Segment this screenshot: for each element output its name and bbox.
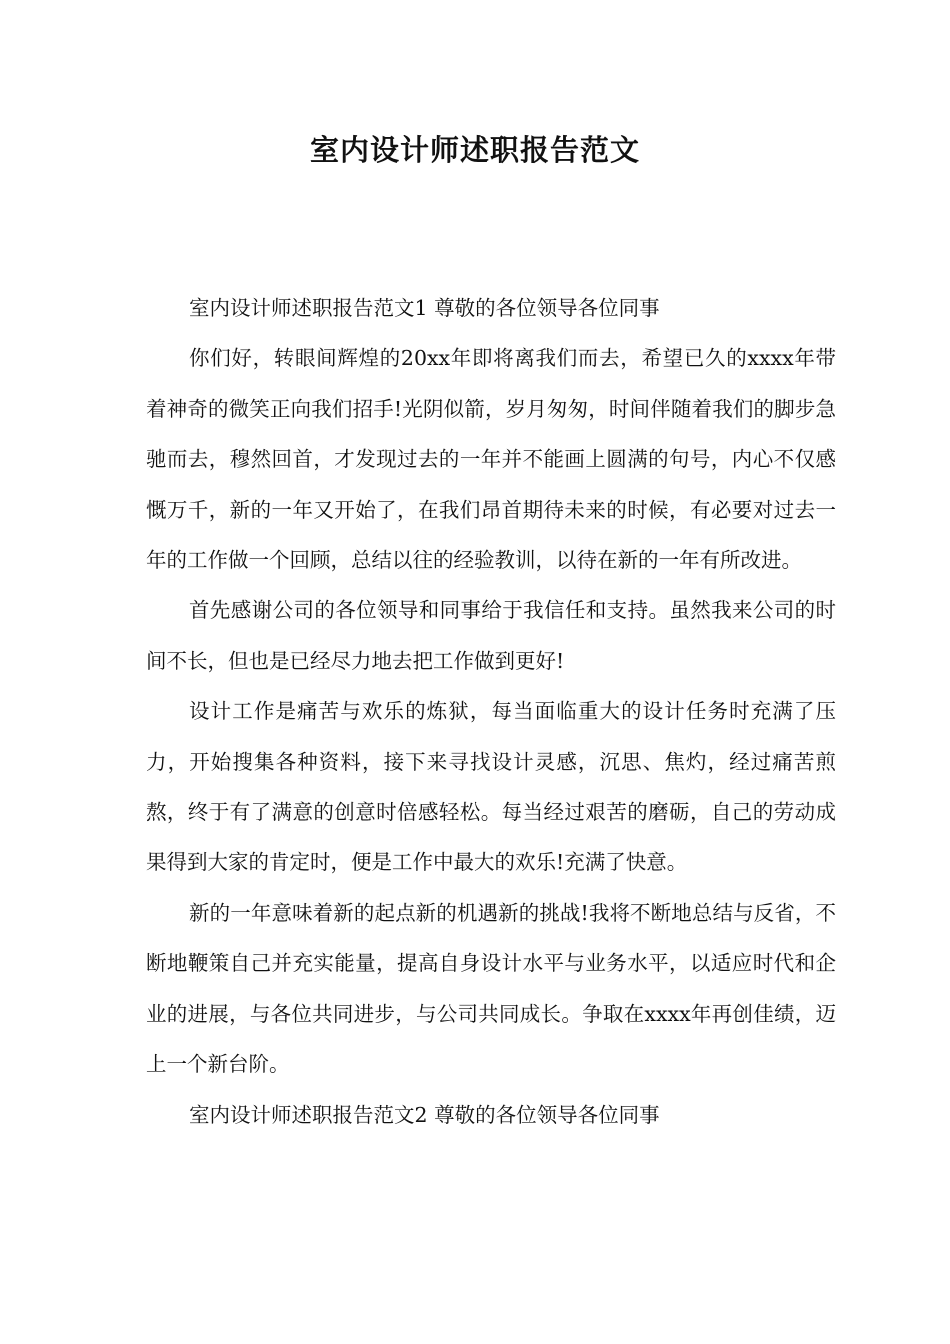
paragraph-thanks: 首先感谢公司的各位领导和同事给于我信任和支持。虽然我来公司的时间不长，但也是已经尽力地去把工作做到更好! — [146, 598, 836, 673]
paragraph-new-year: 新的一年意味着新的起点新的机遇新的挑战!我将不断地总结与反省，不断地鞭策自己并充实能量，提高自身设计水平与业务水平，以适应时代和企业的进展，与各位共同进步，与公司共同成长。争取在xxxx年再创佳绩，迈上一个新台阶。 — [146, 900, 836, 1077]
paragraph-design-work: 设计工作是痛苦与欢乐的炼狱，每当面临重大的设计任务时充满了压力，开始搜集各种资料，接下来寻找设计灵感，沉思、焦灼，经过痛苦煎熬，终于有了满意的创意时倍感轻松。每当经过艰苦的磨砺，自己的劳动成果得到大家的肯定时，便是工作中最大的欢乐!充满了快意。 — [146, 699, 836, 875]
paragraph-greeting: 你们好，转眼间辉煌的20xx年即将离我们而去，希望已久的xxxx年带着神奇的微笑正向我们招手!光阴似箭，岁月匆匆，时间伴随着我们的脚步急驰而去，穆然回首，才发现过去的一年并不能画上圆满的句号，内心不仅感慨万千，新的一年又开始了，在我们昂首期待未来的时候，有必要对过去一年的工作做一个回顾，总结以往的经验教训，以待在新的一年有所改进。 — [146, 346, 836, 573]
section-heading-1: 室内设计师述职报告范文1 尊敬的各位领导各位同事 — [189, 296, 660, 320]
document-body — [146, 283, 836, 1140]
section-heading-2: 室内设计师述职报告范文2 尊敬的各位领导各位同事 — [189, 1102, 660, 1127]
document-title: 室内设计师述职报告范文 — [309, 133, 640, 167]
